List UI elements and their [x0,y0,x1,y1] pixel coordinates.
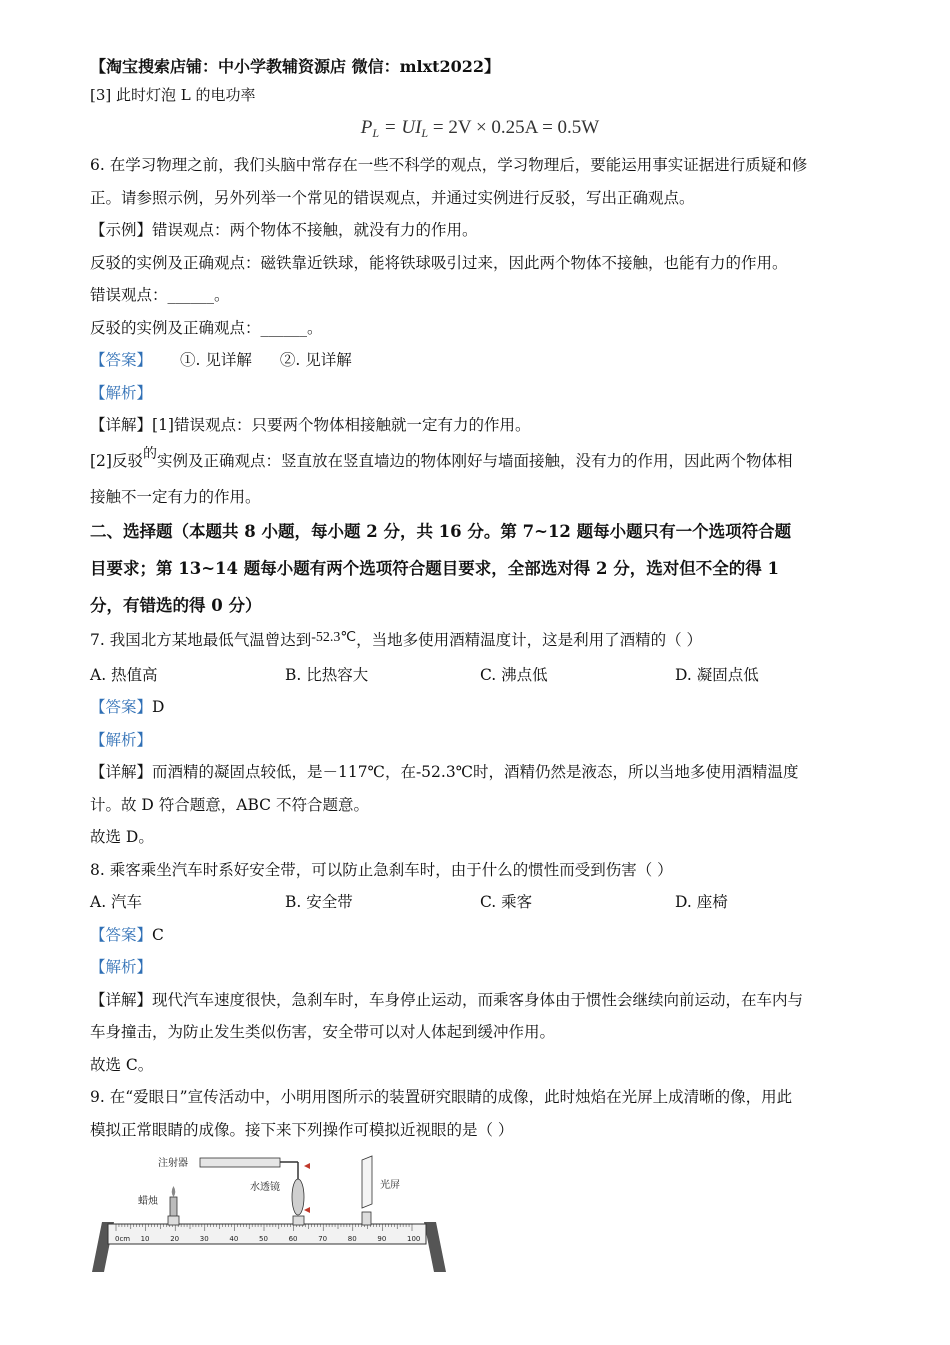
q7-detail1-text: 而酒精的凝固点较低，是－117℃，在-52.3℃时，酒精仍然是液态，所以当地多使用酒精温度 [152,763,799,781]
screen-label: 光屏 [380,1180,400,1191]
detail2-raised-char: 的 [142,445,157,462]
q7-temperature: -52.3℃ [311,630,357,645]
q7-stem-a: 7. 我国北方某地最低气温曾达到 [90,631,312,649]
q6-detail1 [90,409,870,442]
detail2-part-c: 实例及正确观点：竖直放在竖直墙边的物体刚好与墙面接触，没有力的作用，因此两个物体相 [156,451,793,470]
q8-conclusion: 故选 C。 [90,1055,154,1074]
q9-stem-line2: 模拟正常眼睛的成像。接下来下列操作可模拟近视眼的是（ ） [90,1120,514,1139]
q6-analysis-tag: 【解析】 [90,383,153,402]
q7-options [90,659,870,692]
document-page [90,52,870,1291]
answer-1: ①. 见详解 [180,351,252,369]
q7-detail2: 计。故 D 符合题意，ABC 不符合题意。 [90,795,369,814]
example-text: 错误观点：两个物体不接触，就没有力的作用。 [152,221,478,239]
q6-blank2: 反驳的实例及正确观点：______。 [90,318,323,337]
detail-tag: 【详解】 [90,416,153,434]
light-screen [362,1156,372,1208]
q6-detail2 [90,442,870,481]
answer-2: ②. 见详解 [279,351,352,369]
answer-tag: 【答案】 [90,698,153,716]
ruler-tick-label: 10 [140,1235,150,1243]
detail-tag: 【详解】 [90,763,153,781]
q6-rebuttal: 反驳的实例及正确观点：磁铁靠近铁球，能将铁球吸引过来，因此两个物体不接触，也能有力的作用。 [90,253,788,272]
candle-label: 蜡烛 [138,1196,158,1207]
q8-answer [90,919,870,952]
section2-heading-line3: 分，有错选的得 0 分） [90,596,262,615]
q6-answer [90,344,870,377]
q8-analysis-tag: 【解析】 [90,958,153,976]
q6-blank1: 错误观点：______。 [90,286,230,304]
section2-heading-line1: 二、选择题（本题共 8 小题，每小题 2 分，共 16 分。第 7~12 题每小题只有一个选项符合题 [90,522,792,541]
detail-tag: 【详解】 [90,990,153,1009]
q8-detail1 [90,984,870,1017]
clamp-top [304,1163,310,1169]
q6-example [90,214,870,247]
q8-options [90,886,870,919]
q6-detail2-cont: 接触不一定有力的作用。 [90,487,261,506]
q7-option-d: D. 凝固点低 [675,665,759,684]
q8-option-b: B. 安全带 [285,893,353,911]
q7-conclusion: 故选 D。 [90,828,154,846]
q8-detail2: 车身撞击，为防止发生类似伤害，安全带可以对人体起到缓冲作用。 [90,1023,556,1041]
ruler-tick-label: 70 [318,1235,328,1243]
screen-holder [362,1212,371,1225]
ruler-tick-label: 20 [170,1235,180,1243]
q7-option-b: B. 比热容大 [285,665,369,684]
ruler-tick-label: 50 [259,1235,268,1243]
q8-option-d: D. 座椅 [675,893,728,911]
q7-stem [90,624,870,659]
q7-stem-b: ，当地多使用酒精温度计，这是利用了酒精的（ ） [356,631,703,649]
q7-option-a: A. 热值高 [90,665,158,684]
q7-answer-value: D [152,698,165,716]
syringe [200,1158,280,1167]
ruler-tick-label: 90 [377,1235,387,1243]
syringe-label: 注射器 [158,1158,188,1169]
lens-holder [293,1216,304,1225]
section2-heading-line2: 目要求；第 13~14 题每小题有两个选项符合题目要求，全部选对得 2 分，选对但不全的得 1 [90,559,779,578]
shop-header: 【淘宝搜索店铺：中小学教辅资源店 微信：mlxt2022】 [90,57,501,76]
answer-tag: 【答案】 [90,925,153,944]
optics-bench-figure [90,1152,450,1287]
q8-option-a: A. 汽车 [90,893,143,911]
ruler-tick-label: 30 [199,1235,209,1243]
q5-part3: [3] 此时灯泡 L 的电功率 [90,86,256,104]
candle-flame [172,1186,176,1197]
detail1-text: [1]错误观点：只要两个物体相接触就一定有力的作用。 [152,416,531,434]
q8-stem: 8. 乘客乘坐汽车时系好安全带，可以防止急刹车时，由于什么的惯性而受到伤害（ ） [90,860,673,879]
water-lens [292,1179,304,1215]
example-tag: 【示例】 [90,221,153,239]
candle-holder [168,1216,179,1225]
q7-detail1 [90,756,870,789]
q7-answer [90,691,870,724]
right-leg [424,1222,446,1272]
q8-answer-value: C [152,925,164,944]
power-formula: $P_L = UI_L = 2V \times 0.25A = 0.5W$ [360,117,600,140]
ruler-tick-label: 100 [407,1235,421,1243]
q7-analysis-tag: 【解析】 [90,730,153,749]
ruler-tick-label: 80 [347,1235,357,1243]
ruler-tick-label: 0cm [115,1235,131,1243]
ruler-tick-label: 40 [229,1235,239,1243]
q7-option-c: C. 沸点低 [480,665,548,684]
clamp-bottom [304,1207,310,1213]
q9-stem-line1: 9. 在“爱眼日”宣传活动中，小明用图所示的装置研究眼睛的成像，此时烛焰在光屏上成清晰的像，用此 [90,1088,793,1106]
q6-stem-line2: 正。请参照示例，另外列举一个常见的错误观点，并通过实例进行反驳，写出正确观点。 [90,188,695,207]
detail2-part-a: [2]反驳 [90,451,143,470]
answer-tag: 【答案】 [90,351,153,369]
q8-detail1-text: 现代汽车速度很快，急刹车时，车身停止运动，而乘客身体由于惯性会继续向前运动，在车内与 [152,990,804,1009]
q8-option-c: C. 乘客 [480,893,533,911]
ruler-tick-label: 60 [288,1235,298,1243]
lens-label: 水透镜 [250,1182,280,1193]
q6-stem-line1: 6. 在学习物理之前，我们头脑中常存在一些不科学的观点，学习物理后，要能运用事实证据进行质疑和修 [90,156,808,174]
